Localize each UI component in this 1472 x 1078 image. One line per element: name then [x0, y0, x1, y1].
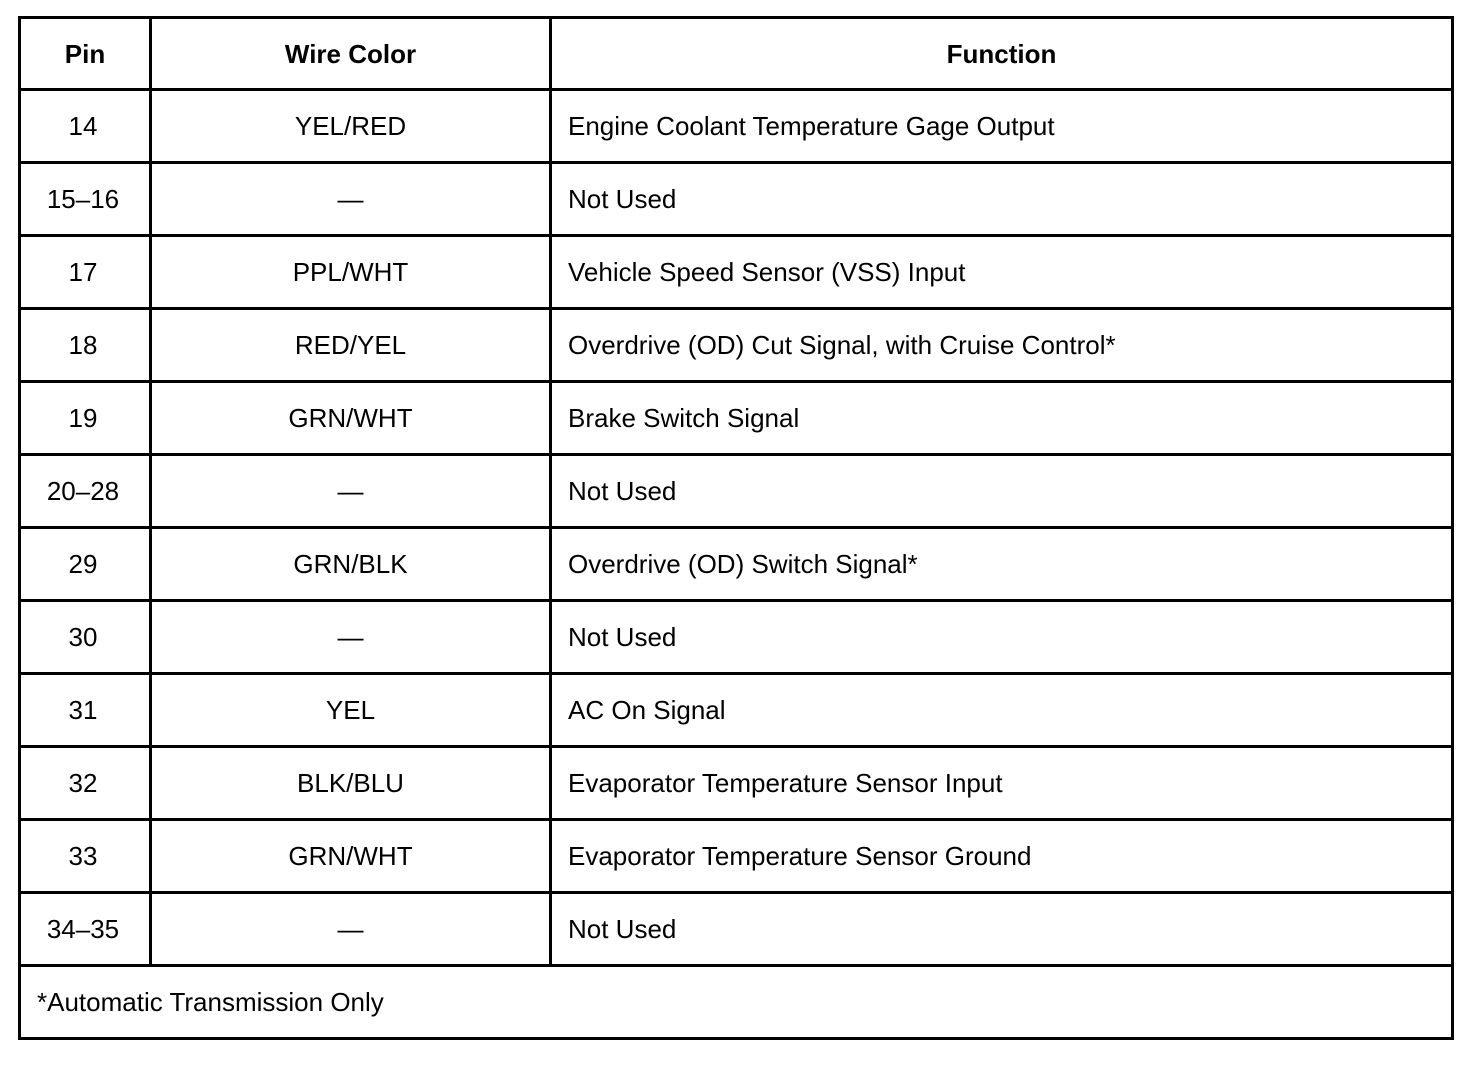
- wire-color-cell: GRN/BLK: [151, 528, 551, 601]
- table-row: [20, 309, 1453, 382]
- table-row: [20, 528, 1453, 601]
- function-cell: Not Used: [551, 893, 1453, 966]
- table-row: [20, 601, 1453, 674]
- function-cell: AC On Signal: [551, 674, 1453, 747]
- table-row: [20, 455, 1453, 528]
- pin-cell: 15–16: [20, 163, 151, 236]
- pin-cell: 20–28: [20, 455, 151, 528]
- wire-color-cell: GRN/WHT: [151, 820, 551, 893]
- pin-cell: 32: [20, 747, 151, 820]
- function-cell: Engine Coolant Temperature Gage Output: [551, 90, 1453, 163]
- pin-cell: 31: [20, 674, 151, 747]
- function-cell: Not Used: [551, 163, 1453, 236]
- wire-color-cell: —: [151, 893, 551, 966]
- table-header: [20, 18, 1453, 90]
- header-pin: Pin: [20, 18, 151, 90]
- pin-cell: 29: [20, 528, 151, 601]
- function-cell: Overdrive (OD) Switch Signal*: [551, 528, 1453, 601]
- header-wire-color: Wire Color: [151, 18, 551, 90]
- table-body: [20, 90, 1453, 966]
- footnote-row: [20, 966, 1453, 1039]
- wire-color-cell: YEL: [151, 674, 551, 747]
- table-row: [20, 674, 1453, 747]
- pin-cell: 33: [20, 820, 151, 893]
- wire-color-cell: GRN/WHT: [151, 382, 551, 455]
- wire-color-cell: YEL/RED: [151, 90, 551, 163]
- table-footer: [20, 966, 1453, 1039]
- footnote: *Automatic Transmission Only: [20, 966, 1453, 1039]
- wire-color-cell: RED/YEL: [151, 309, 551, 382]
- function-cell: Overdrive (OD) Cut Signal, with Cruise Control*: [551, 309, 1453, 382]
- function-cell: Not Used: [551, 601, 1453, 674]
- pin-cell: 14: [20, 90, 151, 163]
- connector-pin-table: [18, 16, 1454, 1040]
- table-row: [20, 236, 1453, 309]
- function-cell: Evaporator Temperature Sensor Ground: [551, 820, 1453, 893]
- header-function: Function: [551, 18, 1453, 90]
- table-row: [20, 820, 1453, 893]
- function-cell: Evaporator Temperature Sensor Input: [551, 747, 1453, 820]
- table-row: [20, 382, 1453, 455]
- function-cell: Vehicle Speed Sensor (VSS) Input: [551, 236, 1453, 309]
- function-cell: Not Used: [551, 455, 1453, 528]
- wire-color-cell: —: [151, 601, 551, 674]
- table-row: [20, 893, 1453, 966]
- wire-color-cell: —: [151, 163, 551, 236]
- table-row: [20, 90, 1453, 163]
- pin-cell: 17: [20, 236, 151, 309]
- table-row: [20, 747, 1453, 820]
- table-row: [20, 163, 1453, 236]
- pin-cell: 34–35: [20, 893, 151, 966]
- pin-cell: 19: [20, 382, 151, 455]
- wire-color-cell: PPL/WHT: [151, 236, 551, 309]
- wire-color-cell: BLK/BLU: [151, 747, 551, 820]
- header-row: [20, 18, 1453, 90]
- pin-cell: 18: [20, 309, 151, 382]
- function-cell: Brake Switch Signal: [551, 382, 1453, 455]
- wire-color-cell: —: [151, 455, 551, 528]
- pin-cell: 30: [20, 601, 151, 674]
